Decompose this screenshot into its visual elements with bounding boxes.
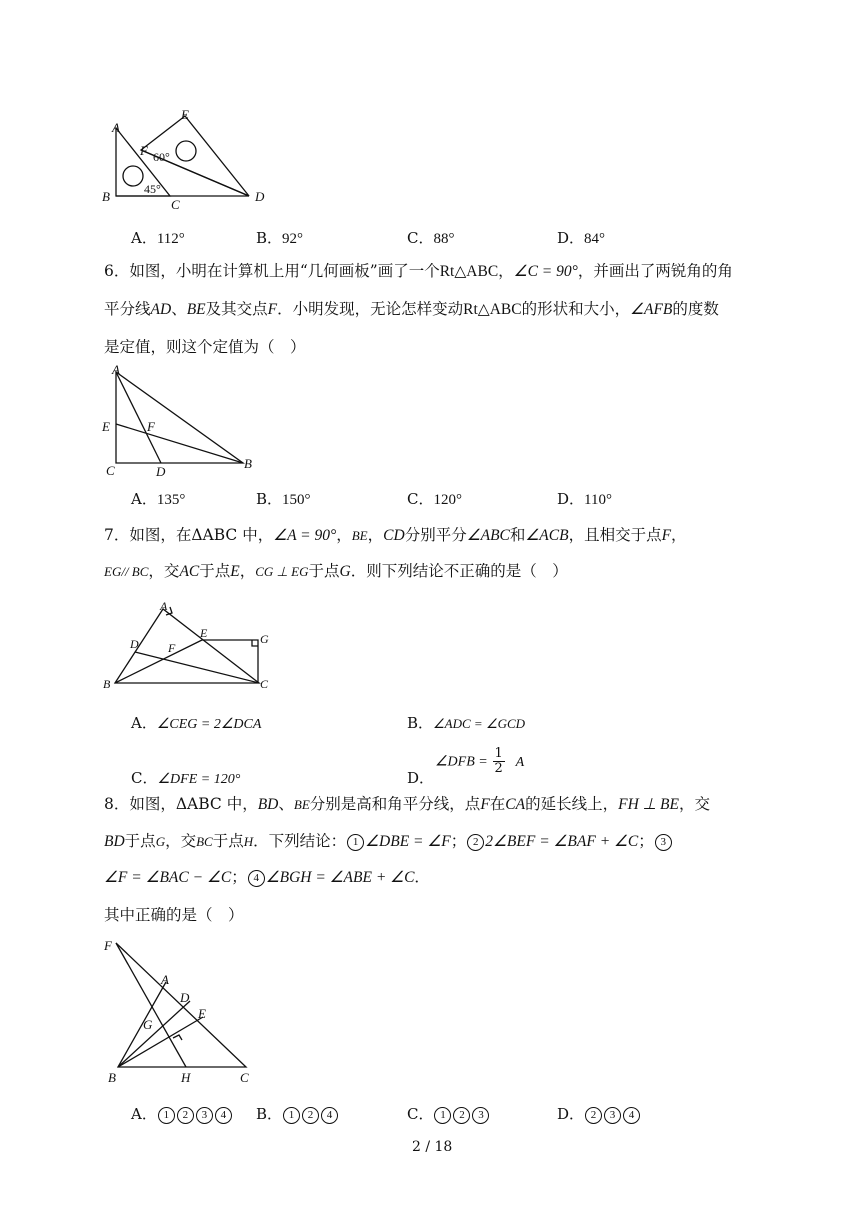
q6-option-d[interactable] <box>557 488 612 509</box>
q8-option-a[interactable] <box>131 1103 233 1124</box>
circled-4: 4 <box>215 1107 232 1124</box>
circled-1: 1 <box>347 834 364 851</box>
circled-4: 4 <box>623 1107 640 1124</box>
figure-q7 <box>98 596 288 696</box>
fraction-half: $\frac{1}{2}$ <box>494 746 503 776</box>
circled-1: 1 <box>434 1107 451 1124</box>
q8-option-c[interactable] <box>407 1103 490 1124</box>
label-f: F <box>104 938 112 953</box>
option-letter: D． <box>557 490 585 508</box>
q6-line-2: 平分线AD、BE及其交点F．小明发现，无论怎样变动Rt△ABC的形状和大小，∠AFB的度数 <box>104 300 719 318</box>
q7-option-c[interactable] <box>131 767 240 788</box>
option-letter: D． <box>557 229 585 247</box>
label-b: B <box>244 456 252 471</box>
q7-option-a[interactable] <box>131 712 261 733</box>
figure-q5 <box>98 105 268 215</box>
option-letter: A． <box>131 490 157 508</box>
label-b: B <box>102 189 110 204</box>
option-letter: B． <box>407 714 434 732</box>
option-value: 112° <box>156 231 185 247</box>
option-value: 88° <box>433 231 455 247</box>
label-d: D <box>180 990 190 1005</box>
label-a: A <box>112 362 120 377</box>
q7-line-1: 7．如图，在ΔABC 中，∠A = 90°，BE，CD分别平分∠ABC和∠ACB，且相交于点F， <box>104 526 687 544</box>
q8-line-4: 其中正确的是（ ） <box>104 906 244 924</box>
page-number: 2 / 18 <box>412 1139 453 1155</box>
circled-2: 2 <box>177 1107 194 1124</box>
option-value: 135° <box>156 492 186 508</box>
option-value: 150° <box>282 492 311 508</box>
label-b: B <box>103 677 111 691</box>
label-g: G <box>143 1017 153 1032</box>
option-value: ∠DFE = 120° <box>157 772 241 787</box>
option-value: 120° <box>433 492 462 508</box>
circled-3: 3 <box>472 1107 489 1124</box>
label-c: C <box>106 463 115 478</box>
q8-line-3: ∠F = ∠BAC − ∠C； 4 ∠BGH = ∠ABE + ∠C． <box>104 868 430 886</box>
q7-line-2: EG// BC，交AC于点E，CG ⊥ EG于点G．则下列结论不正确的是（ ） <box>104 562 568 580</box>
label-f: F <box>168 641 176 655</box>
angle-45: 45° <box>144 182 161 196</box>
option-letter: D． <box>407 769 435 787</box>
q6-option-a[interactable] <box>131 488 185 509</box>
option-value: 84° <box>584 231 606 247</box>
label-h: H <box>181 1070 191 1085</box>
q8-option-d[interactable] <box>557 1103 641 1124</box>
q6-line-3: 是定值，则这个定值为（ ） <box>104 338 306 356</box>
label-f: F <box>147 419 155 434</box>
label-a: A <box>161 972 169 987</box>
q6-line-1: 6．如图，小明在计算机上用“几何画板”画了一个Rt△ABC，∠C = 90°，并画出了两锐角的角 <box>104 262 733 280</box>
label-e: E <box>181 107 189 122</box>
label-d: D <box>156 464 166 479</box>
label-a: A <box>160 599 168 613</box>
circled-3: 3 <box>196 1107 213 1124</box>
label-d: D <box>255 189 265 204</box>
option-letter: B． <box>256 490 283 508</box>
circled-3: 3 <box>604 1107 621 1124</box>
circled-1: 1 <box>283 1107 300 1124</box>
circled-2: 2 <box>453 1107 470 1124</box>
option-value: ∠CEG = 2∠DCA <box>156 717 262 732</box>
circled-2: 2 <box>302 1107 319 1124</box>
option-letter: A． <box>131 714 157 732</box>
option-letter: C． <box>131 769 158 787</box>
figure-q6 <box>98 362 268 480</box>
q6-option-b[interactable] <box>256 488 311 509</box>
circled-4: 4 <box>248 870 265 887</box>
circled-4: 4 <box>321 1107 338 1124</box>
option-value: ∠ADC = ∠GCD <box>433 716 526 731</box>
label-c: C <box>260 677 269 691</box>
option-letter: B． <box>256 1105 283 1123</box>
q8-line-1: 8．如图，ΔABC 中，BD、BE分别是高和角平分线，点F在CA的延长线上，FH ⊥ BE，交 <box>104 795 710 813</box>
option-letter: A． <box>131 1105 157 1123</box>
label-g: G <box>260 632 269 646</box>
label-e: E <box>198 1006 206 1021</box>
option-value: 92° <box>282 231 304 247</box>
q7-option-b[interactable] <box>407 712 525 733</box>
label-a: A <box>112 120 120 135</box>
circled-3: 3 <box>655 834 672 851</box>
q8-option-b[interactable] <box>256 1103 339 1124</box>
option-letter: D． <box>557 1105 585 1123</box>
q6-option-c[interactable] <box>407 488 462 509</box>
option-value: 110° <box>584 492 612 508</box>
label-e: E <box>200 626 208 640</box>
circled-1: 1 <box>158 1107 175 1124</box>
label-c: C <box>171 197 180 212</box>
option-letter: C． <box>407 229 434 247</box>
option-letter: A． <box>131 229 157 247</box>
option-letter: C． <box>407 1105 434 1123</box>
option-value: ∠DFB = $\frac{1}{2}$ A <box>435 746 525 776</box>
option-letter: B． <box>256 229 283 247</box>
circled-2: 2 <box>467 834 484 851</box>
q8-line-2: BD于点G，交BC于点H．下列结论： 1 ∠DBE = ∠F； 2 2∠BEF = ∠BAF + ∠C； 3 <box>104 830 673 853</box>
q5-option-b[interactable] <box>256 227 303 248</box>
circled-2: 2 <box>585 1107 602 1124</box>
label-b: B <box>108 1070 116 1085</box>
label-c: C <box>240 1070 249 1085</box>
option-letter: C． <box>407 490 434 508</box>
label-e: E <box>102 419 110 434</box>
q5-option-c[interactable] <box>407 227 454 248</box>
label-f: F <box>140 143 148 158</box>
q5-option-a[interactable] <box>131 227 185 248</box>
figure-q8 <box>98 935 268 1090</box>
label-d: D <box>130 637 139 651</box>
q5-option-d[interactable] <box>557 227 605 248</box>
angle-60: 60° <box>153 150 170 164</box>
